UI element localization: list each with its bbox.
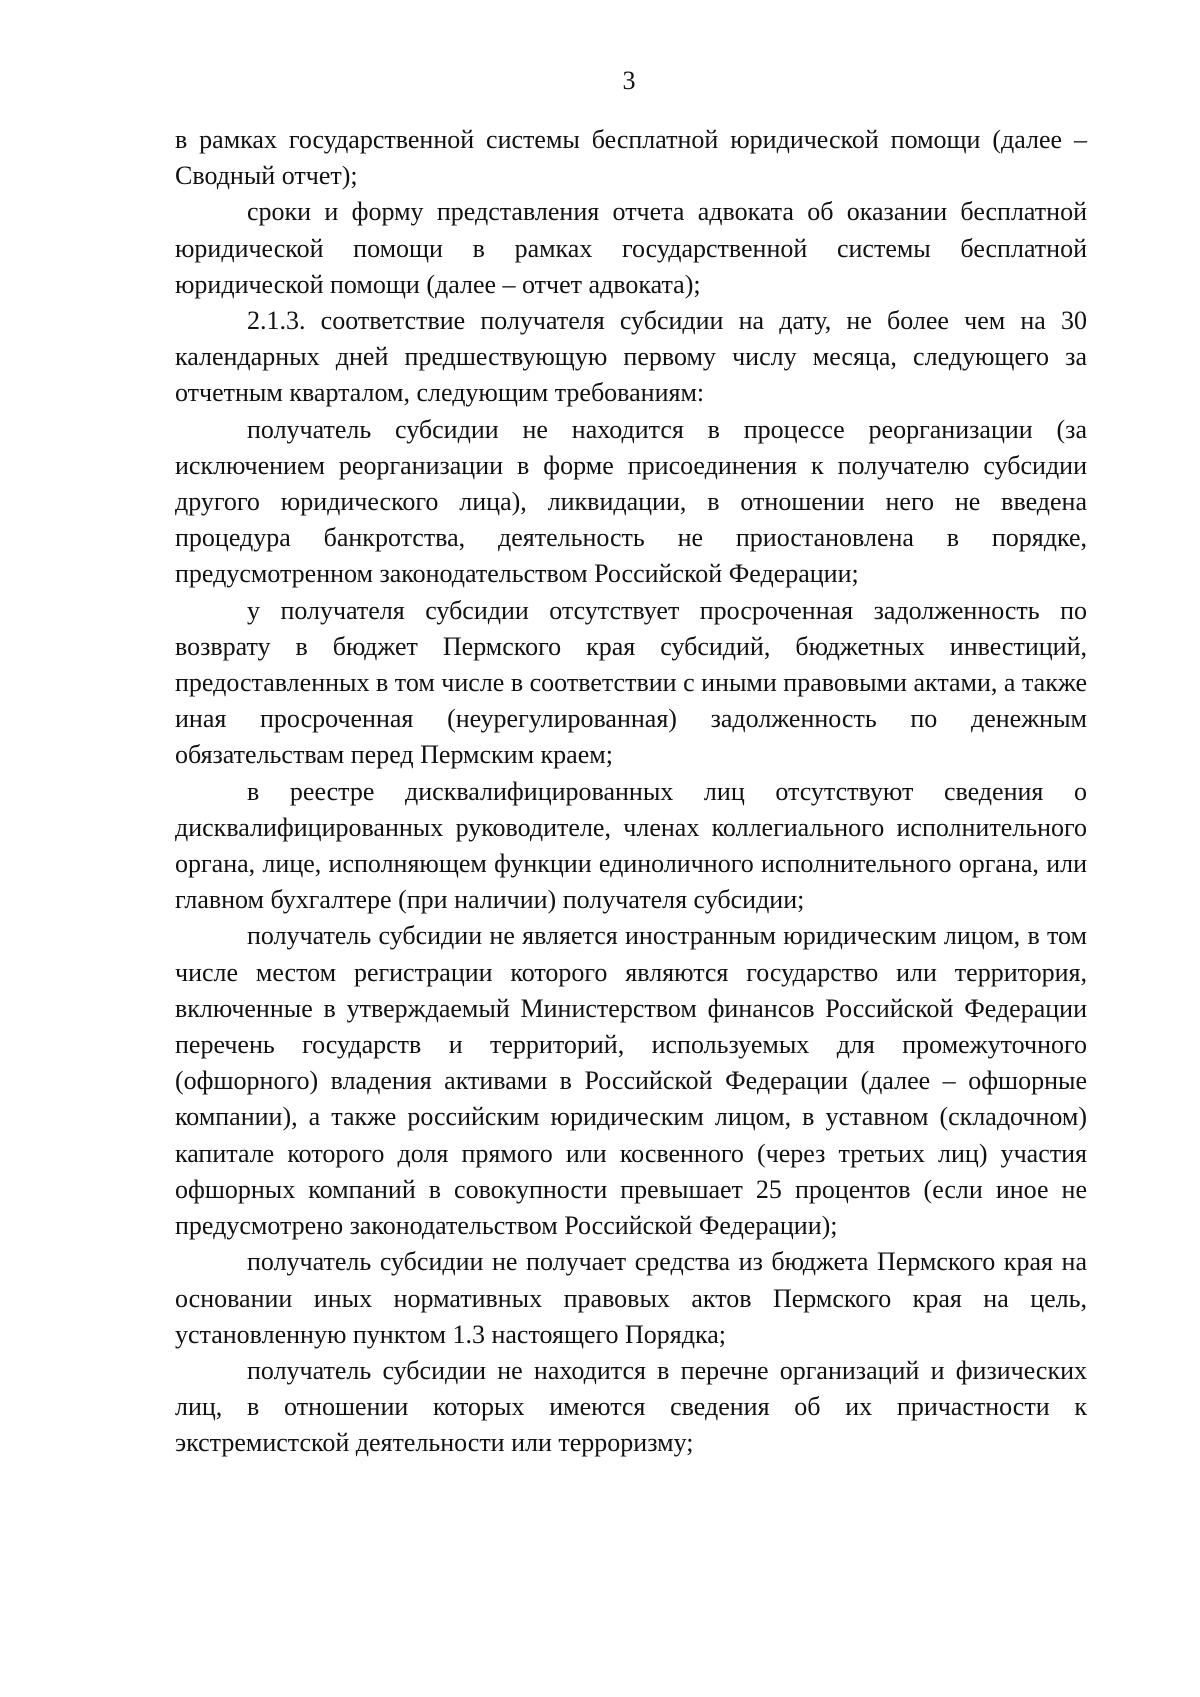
paragraph: получатель субсидии не является иностранным юридическим лицом, в том числе местом регистрации которого являются государство или территория, включенные в утверждаемый Министерством финансов Российской Федерации перечень государств и территорий, используемых для промежуточного (офшорного) владения активами в Российской Федерации (далее – офшорные компании), а также российским юридическим лицом, в уставном (складочном) капитале которого доля прямого или косвенного (через третьих лиц) участия офшорных компаний в совокупности превышает 25 процентов (если иное не предусмотрено законодательством Российской Федерации); — [175, 921, 1087, 1241]
paragraph: сроки и форму представления отчета адвоката об оказании бесплатной юридической помощи в рамках государственной системы бесплатной юридической помощи (далее – отчет адвоката); — [175, 197, 1087, 299]
paragraph: получатель субсидии не находится в процессе реорганизации (за исключением реорганизации в форме присоединения к получателю субсидии другого юридического лица), ликвидации, в отношении него не введена процедура банкротства, деятельность не приостановлена в порядке, предусмотренном законодательством Российской Федерации; — [175, 414, 1087, 589]
paragraph: получатель субсидии не находится в перечне организаций и физических лиц, в отношении которых имеются сведения об их причастности к экстремистской деятельности или терроризму; — [175, 1355, 1087, 1458]
paragraph: в реестре дисквалифицированных лиц отсутствуют сведения о дисквалифицированных руководителе, членах коллегиального исполнительного органа, лице, исполняющем функции единоличного исполнительного органа, или главном бухгалтере (при наличии) получателя субсидии; — [175, 776, 1087, 915]
paragraph: получатель субсидии не получает средства из бюджета Пермского края на основании иных нормативных правовых актов Пермского края на цель, установленную пунктом 1.3 настоящего Порядка; — [175, 1247, 1087, 1349]
paragraph: у получателя субсидии отсутствует просроченная задолженность по возврату в бюджет Пермского края субсидий, бюджетных инвестиций, предоставленных в том числе в соответствии с иными правовыми актами, а также иная просроченная (неурегулированная) задолженность по денежным обязательствам перед Пермским краем; — [175, 595, 1087, 770]
paragraph-continuation: в рамках государственной системы бесплатной юридической помощи (далее – Сводный отчет); — [175, 125, 1087, 191]
paragraph-clause-2-1-3: 2.1.3. соответствие получателя субсидии на дату, не более чем на 30 календарных дней предшествующую первому числу месяца, следующего за отчетным кварталом, следующим требованиям: — [175, 306, 1087, 408]
document-body — [175, 122, 1087, 1462]
page-number: 3 — [622, 66, 636, 95]
